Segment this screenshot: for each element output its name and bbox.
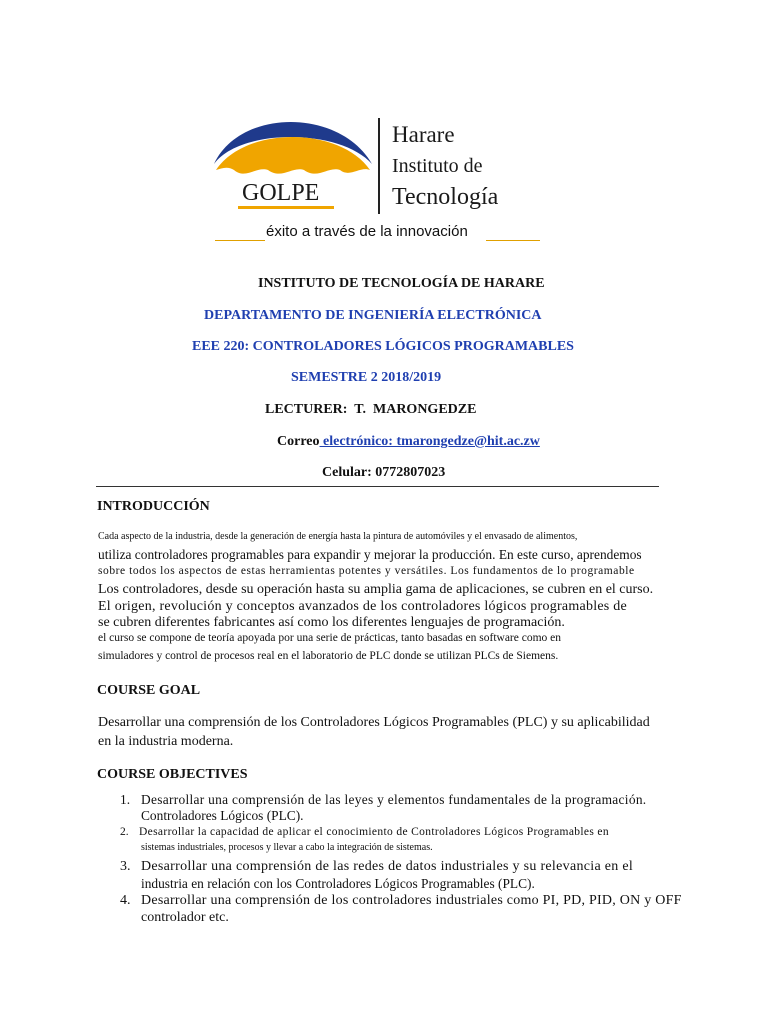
intro-line: sobre todos los aspectos de estas herramientas potentes y versátiles. Los fundamentos de lo programable bbox=[98, 565, 635, 577]
institute-title: INSTITUTO DE TECNOLOGÍA DE HARARE bbox=[258, 276, 545, 291]
objective-number: 3. bbox=[120, 859, 131, 874]
logo-brand: GOLPE bbox=[242, 180, 320, 206]
course-goal-line: en la industria moderna. bbox=[98, 734, 234, 749]
department-title: DEPARTAMENTO DE INGENIERÍA ELECTRÓNICA bbox=[204, 308, 542, 323]
intro-line: Los controladores, desde su operación hasta su amplia gama de aplicaciones, se cubren en el curso. bbox=[98, 582, 654, 597]
logo-name-line3: Tecnología bbox=[392, 184, 499, 210]
logo-name-line2: Instituto de bbox=[392, 155, 483, 177]
intro-line: El origen, revolución y conceptos avanzados de los controladores lógicos programables de bbox=[98, 599, 627, 614]
logo-name-line1: Harare bbox=[392, 122, 455, 147]
email-link[interactable]: electrónico: tmarongedze@hit.ac.zw bbox=[319, 434, 540, 449]
objective-line: industria en relación con los Controladores Lógicos Programables (PLC). bbox=[141, 876, 535, 891]
objective-line: Controladores Lógicos (PLC). bbox=[141, 808, 304, 823]
intro-line: simuladores y control de procesos real en el laboratorio de PLC donde se utilizan PLCs de Siemens. bbox=[98, 650, 559, 662]
objective-line: controlador etc. bbox=[141, 910, 229, 925]
header-divider bbox=[96, 486, 659, 487]
objective-number: 2. bbox=[120, 826, 129, 838]
email-label: Correo bbox=[277, 434, 320, 449]
intro-line: el curso se compone de teoría apoyada por una serie de prácticas, tanto basadas en software como en bbox=[98, 632, 562, 644]
email-line bbox=[277, 434, 540, 450]
course-goal-heading: COURSE GOAL bbox=[97, 683, 201, 698]
objective-number: 1. bbox=[120, 792, 131, 807]
intro-line: Cada aspecto de la industria, desde la generación de energía hasta la pintura de automóviles y el envasado de alimentos, bbox=[98, 531, 578, 542]
objective-line: sistemas industriales, procesos y llevar a cabo la integración de sistemas. bbox=[141, 842, 433, 853]
tagline-rule-left bbox=[215, 240, 265, 241]
introduction-heading: INTRODUCCIÓN bbox=[97, 499, 210, 514]
tagline: éxito a través de la innovación bbox=[266, 223, 468, 240]
objective-line: Desarrollar la capacidad de aplicar el conocimiento de Controladores Lógicos Programables en bbox=[139, 826, 609, 838]
course-title: EEE 220: CONTROLADORES LÓGICOS PROGRAMABLES bbox=[192, 339, 574, 354]
phone: Celular: 0772807023 bbox=[322, 465, 446, 480]
course-objectives-heading: COURSE OBJECTIVES bbox=[97, 767, 248, 782]
lecturer: LECTURER: T. MARONGEDZE bbox=[265, 402, 477, 417]
objective-number: 4. bbox=[120, 893, 131, 908]
logo-divider bbox=[378, 118, 380, 214]
tagline-rule-right bbox=[486, 240, 540, 241]
objective-line: Desarrollar una comprensión de las leyes y elementos fundamentales de la programación. bbox=[141, 792, 647, 807]
intro-line: se cubren diferentes fabricantes así como los diferentes lenguajes de programación. bbox=[98, 615, 565, 630]
semester: SEMESTRE 2 2018/2019 bbox=[291, 370, 442, 385]
intro-line: utiliza controladores programables para expandir y mejorar la producción. En este curso, aprendemos bbox=[98, 547, 642, 562]
course-goal-line: Desarrollar una comprensión de los Controladores Lógicos Programables (PLC) y su aplicabilidad bbox=[98, 715, 650, 730]
logo-underline bbox=[238, 206, 334, 209]
objective-line: Desarrollar una comprensión de los controladores industriales como PI, PD, PID, ON y OFF bbox=[141, 893, 682, 908]
objective-line: Desarrollar una comprensión de las redes de datos industriales y su relevancia en el bbox=[141, 859, 634, 874]
